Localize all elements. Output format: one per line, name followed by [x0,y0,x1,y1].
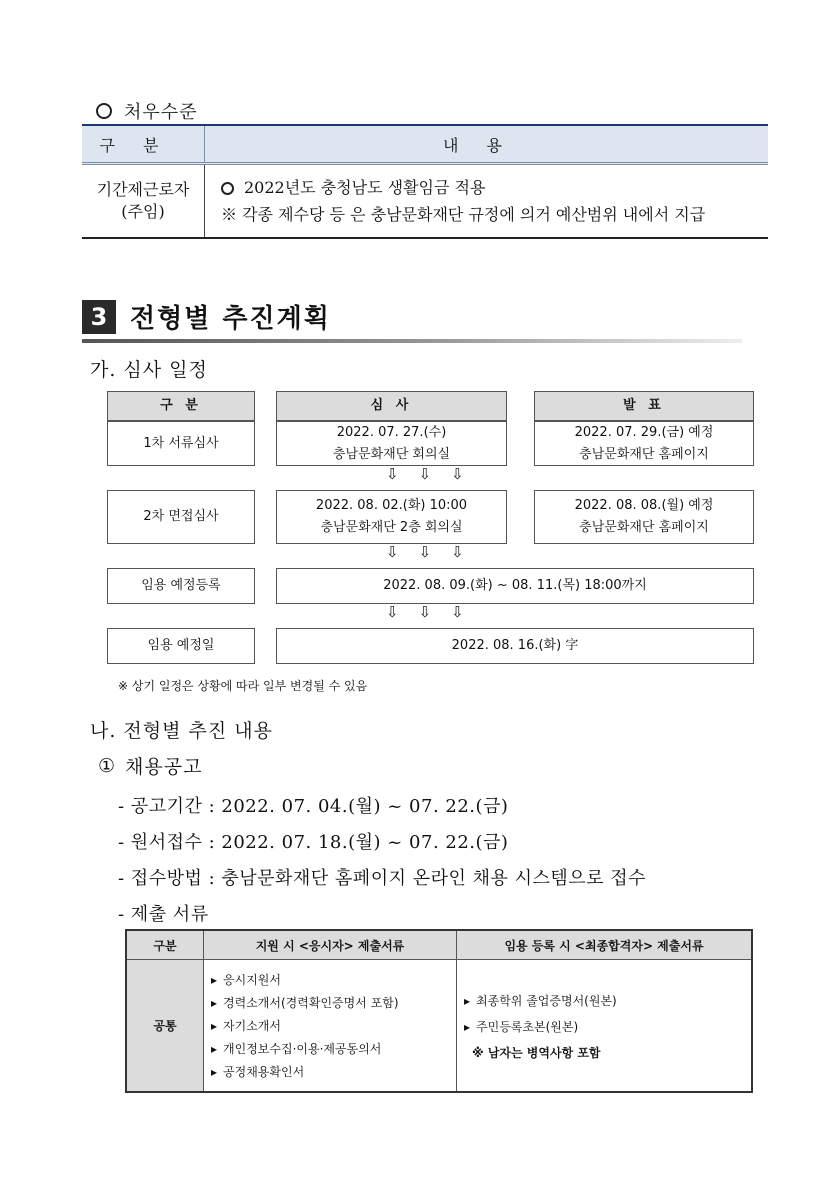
process-title: 나. 전형별 추진 내용 [90,720,273,742]
schedule-row1-review-place: 충남문화재단 회의실 [332,446,451,462]
doc-register-cell [457,960,753,1093]
list-item: ▸ 공정채용확인서 [211,1061,455,1084]
doc-col-register: 임용 등록 시 <최종합격자> 제출서류 [457,930,753,960]
documents-table [125,929,753,1093]
pay-category-sub: (주임) [121,202,165,221]
registration-value: 2022. 08. 09.(화) ~ 08. 11.(목) 18:00까지 [276,568,754,604]
schedule-head-review: 심 사 [276,391,507,421]
doc-col-category: 구분 [126,930,204,960]
schedule-row2-announce [534,490,754,544]
down-arrows-icon: ⇩⇩⇩ [386,543,484,561]
schedule-head-announce: 발 표 [534,391,754,421]
process-item-period: - 공고기간 : 2022. 07. 04.(월) ~ 07. 22.(금) [118,796,509,817]
pay-content-cell [205,164,769,239]
list-item: ▸ 자기소개서 [211,1015,455,1038]
schedule-row2-review [276,490,507,544]
pay-line-2: ※ 각종 제수당 등 은 충남문화재단 규정에 의거 예산범위 내에서 지급 [221,205,706,224]
schedule-row1-label: 1차 서류심사 [107,421,255,466]
list-item: ▸ 주민등록초본(원본) [464,1014,750,1040]
process-item-method: - 접수방법 : 충남문화재단 홈페이지 온라인 채용 시스템으로 접수 [118,868,647,889]
section-divider [82,339,742,343]
step1-heading [98,752,202,779]
doc-apply-cell [204,960,457,1093]
appointment-value: 2022. 08. 16.(화) 字 [276,628,754,664]
schedule-title: 가. 심사 일정 [90,359,208,381]
circle-bullet-icon [221,182,234,195]
doc-register-note: ※ 남자는 병역사항 포함 [472,1045,601,1060]
step1-title: 채용공고 [125,756,203,778]
list-item: ▸ 응시지원서 [211,969,455,992]
doc-category: 공통 [126,960,204,1093]
schedule-row2-review-place: 충남문화재단 2층 회의실 [320,520,463,535]
doc-register-list [458,980,750,1072]
down-arrows-icon: ⇩⇩⇩ [386,603,484,621]
circle-bullet-icon [96,103,112,119]
appointment-label: 임용 예정일 [107,628,255,664]
pay-col-category: 구분 [82,125,205,164]
pay-category-cell [82,164,205,239]
pay-level-table [82,124,768,239]
step1-number: ① [98,754,116,777]
list-item: ▸ 경력소개서(경력확인증명서 포함) [211,992,455,1015]
process-item-receipt: - 원서접수 : 2022. 07. 18.(월) ~ 07. 22.(금) [118,832,509,853]
pay-line-1-text: 2022년도 충청남도 생활임금 적용 [244,178,486,197]
schedule-row2-label: 2차 면접심사 [107,490,255,544]
down-arrows-icon: ⇩⇩⇩ [386,465,484,483]
schedule-head-category: 구 분 [107,391,255,421]
schedule-note: ※ 상기 일정은 상황에 따라 일부 변경될 수 있음 [118,679,368,693]
schedule-row2-review-date: 2022. 08. 02.(화) 10:00 [315,498,468,513]
pay-col-content: 내용 [205,125,769,164]
schedule-row1-announce-date: 2022. 07. 29.(금) 예정 [574,424,714,440]
section-number-badge: 3 [82,300,116,334]
doc-apply-list [205,961,455,1090]
schedule-row1-review [276,421,507,466]
schedule-row1-announce [534,421,754,466]
schedule-row2-announce-place: 충남문화재단 홈페이지 [579,520,709,535]
list-item: ▸ 최종학위 졸업증명서(원본) [464,988,750,1014]
schedule-row1-announce-place: 충남문화재단 홈페이지 [579,446,709,462]
section-title: 전형별 추진계획 [130,304,331,334]
schedule-row1-review-date: 2022. 07. 27.(수) [336,424,447,440]
registration-label: 임용 예정등록 [107,568,255,604]
schedule-row2-announce-date: 2022. 08. 08.(월) 예정 [574,498,714,513]
pay-line-1 [221,174,767,201]
process-item-documents: - 제출 서류 [118,904,209,925]
pay-level-heading [96,98,198,124]
pay-category: 기간제근로자 [96,180,190,199]
pay-level-title: 처우수준 [124,102,198,123]
doc-col-apply: 지원 시 <응시자> 제출서류 [204,930,457,960]
list-item: ▸ 개인정보수집·이용·제공동의서 [211,1038,455,1061]
